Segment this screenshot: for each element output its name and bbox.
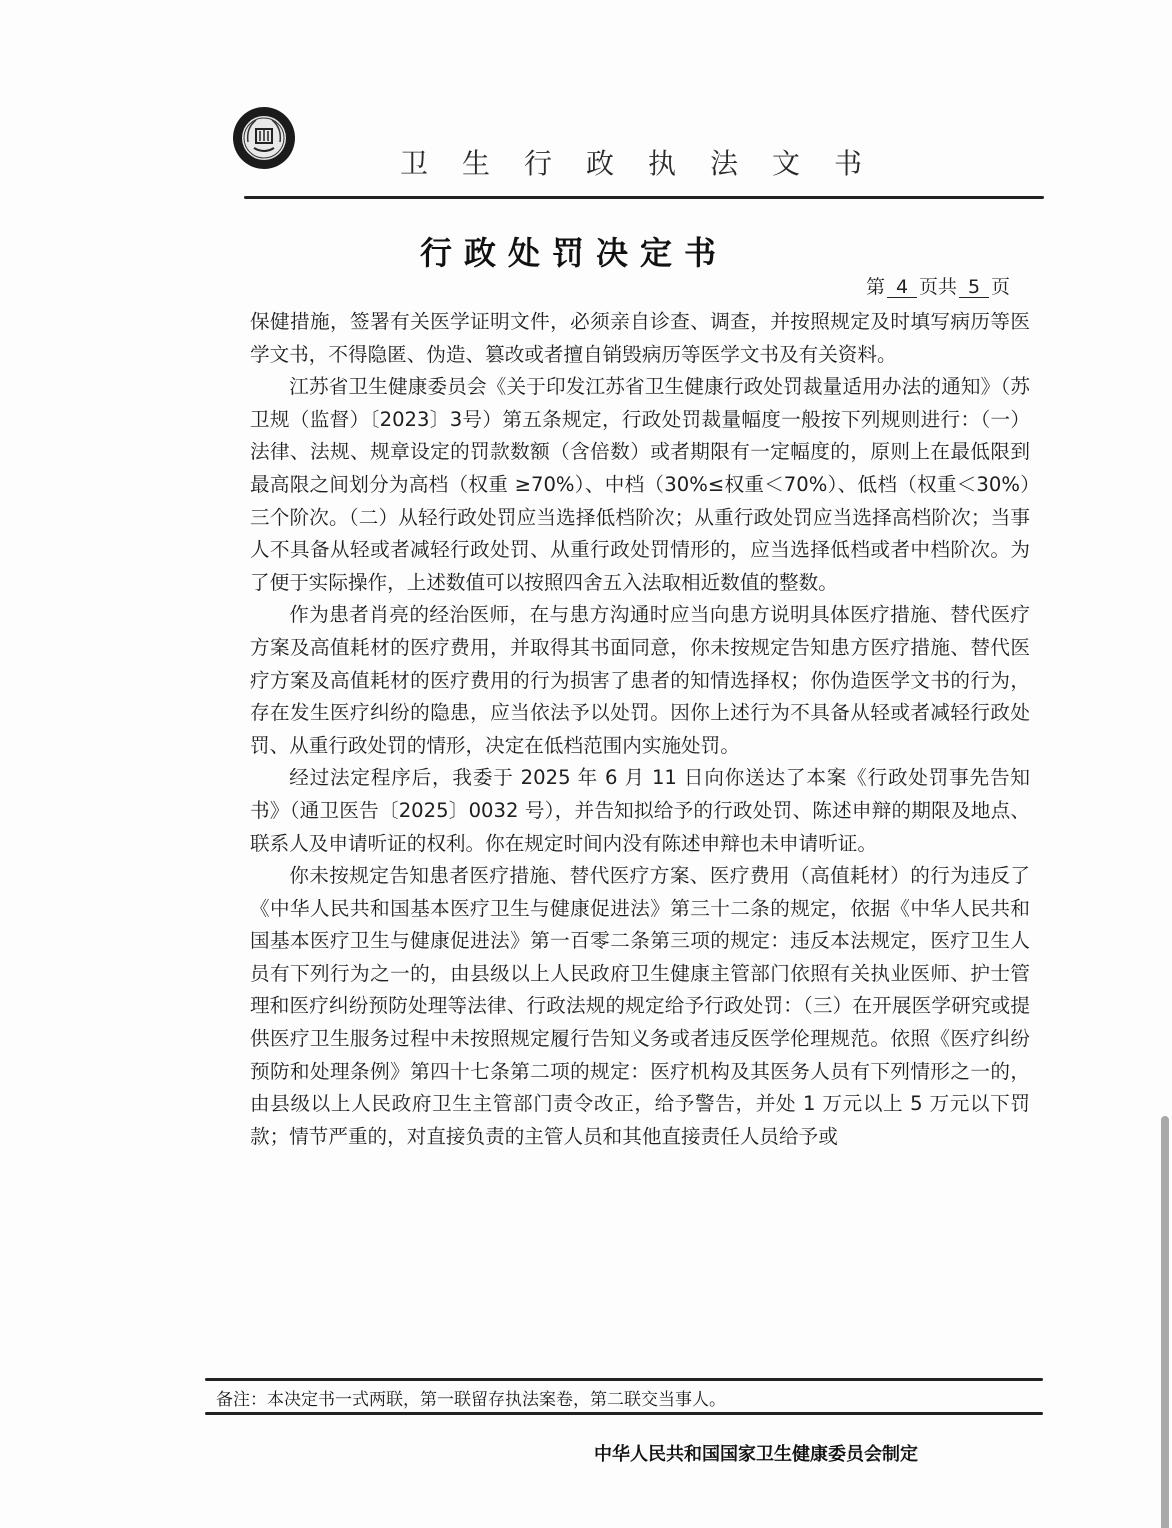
issuer-label: 中华人民共和国国家卫生健康委员会制定 bbox=[594, 1444, 918, 1465]
page-suffix: 页 bbox=[991, 276, 1011, 298]
page-total: 5 bbox=[959, 277, 989, 298]
emblem-seal-icon bbox=[232, 106, 296, 170]
document-title: 行政处罚决定书 bbox=[420, 234, 729, 272]
page-mid: 页共 bbox=[919, 276, 958, 298]
paragraph-procedure: 经过法定程序后，我委于 2025 年 6 月 11 日向你送达了本案《行政处罚事先告知书》（通卫医告〔2025〕0032 号），并告知拟给予的行政处罚、陈述申辩的期限及地点、联系人及申请听证的权利。你在规定时间内没有陈述申辩也未申请听证。 bbox=[250, 766, 1030, 855]
header-title: 卫生行政执法文书 bbox=[400, 147, 897, 180]
page-prefix: 第 bbox=[866, 276, 886, 298]
page-number bbox=[866, 272, 1010, 299]
scrollbar-thumb[interactable] bbox=[1161, 1116, 1169, 1528]
footer-divider-bottom bbox=[205, 1412, 1043, 1415]
page-current: 4 bbox=[887, 277, 917, 298]
paragraph-continuation: 保健措施，签署有关医学证明文件，必须亲自诊查、调查，并按照规定及时填写病历等医学文书，不得隐匿、伪造、篡改或者擅自销毁病历等医学文书及有关资料。 bbox=[250, 310, 1030, 366]
footer-note: 备注：本决定书一式两联，第一联留存执法案卷，第二联交当事人。 bbox=[216, 1390, 726, 1410]
document-body bbox=[250, 306, 1030, 1153]
footer-divider-top bbox=[205, 1378, 1043, 1381]
paragraph-discretion-rules: 江苏省卫生健康委员会《关于印发江苏省卫生健康行政处罚裁量适用办法的通知》（苏卫规（监督）〔2023〕3号）第五条规定，行政处罚裁量幅度一般按下列规则进行：（一）法律、法规、规章设定的罚款数额（含倍数）或者期限有一定幅度的，原则上在最低限到最高限之间划分为高档（权重 ≥70%）、中档（30%≤权重＜70%）、低档（权重＜30%）三个阶次。（二）从轻行政处罚应当选择低档阶次；从重行政处罚应当选择高档阶次；当事人不具备从轻或者减轻行政处罚、从重行政处罚情形的，应当选择低档或者中档阶次。为了便于实际操作，上述数值可以按照四舍五入法取相近数值的整数。 bbox=[250, 375, 1030, 594]
paragraph-violation-analysis: 作为患者肖亮的经治医师，在与患方沟通时应当向患方说明具体医疗措施、替代医疗方案及高值耗材的医疗费用，并取得其书面同意，你未按规定告知患方医疗措施、替代医疗方案及高值耗材的医疗费用的行为损害了患者的知情选择权；你伪造医学文书的行为，存在发生医疗纠纷的隐患，应当依法予以处罚。因你上述行为不具备从轻或者减轻行政处罚、从重行政处罚的情形，决定在低档范围内实施处罚。 bbox=[250, 603, 1030, 757]
paragraph-legal-basis: 你未按规定告知患者医疗措施、替代医疗方案、医疗费用（高值耗材）的行为违反了《中华人民共和国基本医疗卫生与健康促进法》第三十二条的规定，依据《中华人民共和国基本医疗卫生与健康促进法》第一百零二条第三项的规定：违反本法规定，医疗卫生人员有下列行为之一的，由县级以上人民政府卫生健康主管部门依照有关执业医师、护士管理和医疗纠纷预防处理等法律、行政法规的规定给予行政处罚：（三）在开展医学研究或提供医疗卫生服务过程中未按照规定履行告知义务或者违反医学伦理规范。依照《医疗纠纷预防和处理条例》第四十七条第二项的规定：医疗机构及其医务人员有下列情形之一的，由县级以上人民政府卫生主管部门责令改正，给予警告，并处 1 万元以上 5 万元以下罚款；情节严重的，对直接负责的主管人员和其他直接责任人员给予或 bbox=[250, 864, 1030, 1148]
header-divider bbox=[244, 196, 1044, 199]
